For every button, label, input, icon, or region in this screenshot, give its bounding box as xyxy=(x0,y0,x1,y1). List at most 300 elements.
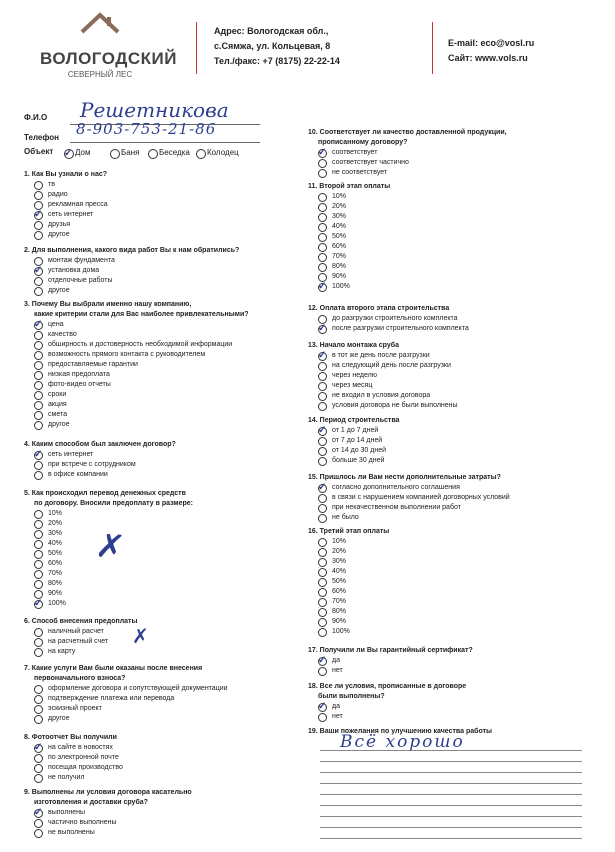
answer-option-label: эскизный проект xyxy=(48,705,102,712)
object-option-label: Баня xyxy=(121,148,140,157)
radio-circle-icon[interactable] xyxy=(148,149,158,159)
answer-option[interactable] xyxy=(318,324,469,334)
radio-circle-icon[interactable] xyxy=(34,287,43,296)
answer-option[interactable] xyxy=(34,350,249,360)
answer-option-label: акция xyxy=(48,401,67,408)
question-block xyxy=(308,304,469,334)
answer-option[interactable] xyxy=(318,391,458,401)
wish-line xyxy=(320,838,582,839)
answer-option-label: 50% xyxy=(48,550,63,557)
answer-option[interactable] xyxy=(318,577,389,587)
answer-option-label: 30% xyxy=(332,558,347,565)
answer-option-label: от 7 до 14 дней xyxy=(332,437,383,444)
fio-label: Ф.И.О xyxy=(24,113,48,122)
answer-option-label: 100% xyxy=(48,600,66,607)
answer-option[interactable] xyxy=(318,656,473,666)
wish-line xyxy=(320,794,582,795)
answer-option-label: не соответствует xyxy=(332,169,388,176)
answer-option[interactable] xyxy=(318,212,390,222)
answer-option[interactable] xyxy=(34,320,249,330)
radio-circle-icon[interactable] xyxy=(34,715,43,724)
radio-circle-icon[interactable] xyxy=(34,471,43,480)
check-mark-icon: ✓ xyxy=(34,742,43,753)
radio-circle-icon[interactable] xyxy=(318,203,327,212)
radio-circle-icon[interactable] xyxy=(34,754,43,763)
answer-option[interactable] xyxy=(34,230,108,240)
radio-circle-icon[interactable] xyxy=(318,233,327,242)
check-mark-icon: ✓ xyxy=(318,281,327,292)
answer-option[interactable] xyxy=(318,493,510,503)
radio-circle-icon[interactable] xyxy=(318,447,327,456)
radio-circle-icon[interactable] xyxy=(318,159,327,168)
answer-option-label: 80% xyxy=(48,580,63,587)
radio-circle-icon[interactable] xyxy=(318,392,327,401)
radio-circle-icon[interactable] xyxy=(34,411,43,420)
check-mark-icon: ✓ xyxy=(318,655,327,666)
radio-circle-icon[interactable] xyxy=(318,484,327,493)
answer-option-label: больше 30 дней xyxy=(332,457,385,464)
answer-option[interactable] xyxy=(34,599,193,609)
answer-option[interactable] xyxy=(318,426,399,436)
answer-option-label: при некачественном выполнении работ xyxy=(332,504,461,511)
check-mark-icon: ✓ xyxy=(318,425,327,436)
answer-option-label: другое xyxy=(48,287,70,294)
answer-option[interactable] xyxy=(318,702,466,712)
answer-option[interactable] xyxy=(34,647,137,657)
radio-circle-icon[interactable] xyxy=(318,243,327,252)
check-mark-icon: ✓ xyxy=(34,807,43,818)
radio-circle-icon[interactable] xyxy=(34,580,43,589)
object-label: Объект xyxy=(24,147,54,156)
radio-circle-icon[interactable] xyxy=(318,169,327,178)
radio-circle-icon[interactable] xyxy=(34,391,43,400)
answer-option-label: подтверждение платежа или перевода xyxy=(48,695,175,702)
answer-option-label: радио xyxy=(48,191,68,198)
answer-option-label: 40% xyxy=(332,568,347,575)
answer-option[interactable] xyxy=(34,450,176,460)
answer-option[interactable] xyxy=(34,380,249,390)
answer-option[interactable] xyxy=(34,579,193,589)
answer-option[interactable] xyxy=(318,597,389,607)
wish-line xyxy=(320,772,582,773)
answer-option[interactable] xyxy=(318,361,458,371)
answer-option-label: 100% xyxy=(332,283,350,290)
question-block xyxy=(24,170,108,240)
radio-circle-icon[interactable] xyxy=(34,381,43,390)
answer-option[interactable] xyxy=(34,340,249,350)
radio-circle-icon[interactable] xyxy=(34,267,43,276)
radio-circle-icon[interactable] xyxy=(34,628,43,637)
answer-option-label: через неделю xyxy=(332,372,378,379)
answer-option[interactable] xyxy=(318,537,389,547)
radio-circle-icon[interactable] xyxy=(34,638,43,647)
site-line: Сайт: www.vols.ru xyxy=(448,53,528,63)
radio-circle-icon[interactable] xyxy=(34,321,43,330)
question-block xyxy=(24,664,228,724)
answer-option[interactable] xyxy=(318,232,390,242)
radio-circle-icon[interactable] xyxy=(318,494,327,503)
question-title: 14. Период строительства xyxy=(308,417,400,424)
radio-circle-icon[interactable] xyxy=(34,221,43,230)
answer-option-label: 50% xyxy=(332,578,347,585)
answer-option-label: 20% xyxy=(48,520,63,527)
answer-option[interactable] xyxy=(34,210,108,220)
radio-circle-icon[interactable] xyxy=(318,558,327,567)
answer-option[interactable] xyxy=(34,190,108,200)
answer-option[interactable] xyxy=(34,714,228,724)
radio-circle-icon[interactable] xyxy=(318,362,327,371)
radio-circle-icon[interactable] xyxy=(318,628,327,637)
answer-option[interactable] xyxy=(34,627,137,637)
answer-option[interactable] xyxy=(34,818,192,828)
fio-value[interactable]: Решетникова xyxy=(80,98,229,122)
answer-option[interactable] xyxy=(318,456,399,466)
answer-option-label: после разгрузки строительного комплекта xyxy=(332,325,469,332)
radio-circle-icon[interactable] xyxy=(110,149,120,159)
radio-circle-icon[interactable] xyxy=(318,548,327,557)
question-title: прописанному договору? xyxy=(318,139,408,146)
answer-option-label: цена xyxy=(48,321,64,328)
answer-option-label: сеть интернет xyxy=(48,211,94,218)
answer-option-label: сеть интернет xyxy=(48,451,94,458)
answer-option-label: качество xyxy=(48,331,77,338)
radio-circle-icon[interactable] xyxy=(318,538,327,547)
answer-option[interactable] xyxy=(318,202,390,212)
check-mark-icon: ✓ xyxy=(318,147,327,158)
answer-option[interactable] xyxy=(34,470,176,480)
answer-option-label: предоставляемые гарантии xyxy=(48,361,138,368)
answer-option-label: смета xyxy=(48,411,67,418)
answer-option[interactable] xyxy=(34,286,239,296)
question-title: 18. Все ли условия, прописанные в договоре xyxy=(308,683,467,690)
answer-option-label: 50% xyxy=(332,233,347,240)
radio-circle-icon[interactable] xyxy=(34,705,43,714)
answer-option[interactable] xyxy=(318,567,389,577)
question-block xyxy=(24,440,176,480)
radio-circle-icon[interactable] xyxy=(34,809,43,818)
radio-circle-icon[interactable] xyxy=(34,331,43,340)
radio-circle-icon[interactable] xyxy=(34,231,43,240)
radio-circle-icon[interactable] xyxy=(318,352,327,361)
radio-circle-icon[interactable] xyxy=(318,713,327,722)
answer-option[interactable] xyxy=(34,410,249,420)
radio-circle-icon[interactable] xyxy=(318,578,327,587)
company-contacts xyxy=(448,36,534,66)
answer-option-label: на карту xyxy=(48,648,76,655)
radio-circle-icon[interactable] xyxy=(318,667,327,676)
radio-circle-icon[interactable] xyxy=(34,510,43,519)
brand-name: ВОЛОГОДСКИЙ xyxy=(40,49,177,68)
radio-circle-icon[interactable] xyxy=(318,608,327,617)
radio-circle-icon[interactable] xyxy=(34,401,43,410)
radio-circle-icon[interactable] xyxy=(318,213,327,222)
answer-option[interactable] xyxy=(318,242,390,252)
answer-option[interactable] xyxy=(318,381,458,391)
radio-circle-icon[interactable] xyxy=(34,570,43,579)
answer-option[interactable] xyxy=(318,627,389,637)
radio-circle-icon[interactable] xyxy=(34,181,43,190)
answer-option[interactable] xyxy=(318,712,466,722)
answer-option[interactable] xyxy=(318,148,507,158)
answer-option[interactable] xyxy=(318,401,458,411)
radio-circle-icon[interactable] xyxy=(318,193,327,202)
answer-option-label: согласно дополнительного соглашения xyxy=(332,484,460,491)
answer-option[interactable] xyxy=(34,773,123,783)
check-mark-icon: ✓ xyxy=(34,449,43,460)
answer-option-label: 70% xyxy=(332,253,347,260)
answer-option-label: не получил xyxy=(48,774,85,781)
question-title: изготовления и доставки сруба? xyxy=(34,799,148,806)
question-block xyxy=(308,128,507,178)
wish-text[interactable]: Всё хорошо xyxy=(340,732,465,752)
answer-option[interactable] xyxy=(318,666,473,676)
answer-option-label: 80% xyxy=(332,263,347,270)
answer-option-label: при встрече с сотрудником xyxy=(48,461,136,468)
answer-option[interactable] xyxy=(34,276,239,286)
answer-option-label: посещая производство xyxy=(48,764,123,771)
radio-circle-icon[interactable] xyxy=(318,457,327,466)
radio-circle-icon[interactable] xyxy=(34,520,43,529)
answer-option[interactable] xyxy=(318,436,399,446)
object-option[interactable] xyxy=(148,148,190,157)
radio-circle-icon[interactable] xyxy=(318,618,327,627)
radio-circle-icon[interactable] xyxy=(318,372,327,381)
answer-option[interactable] xyxy=(34,637,137,647)
radio-circle-icon[interactable] xyxy=(318,427,327,436)
radio-circle-icon[interactable] xyxy=(34,744,43,753)
radio-circle-icon[interactable] xyxy=(34,829,43,838)
answer-option[interactable] xyxy=(318,557,389,567)
radio-circle-icon[interactable] xyxy=(318,437,327,446)
answer-option-label: наличный расчет xyxy=(48,628,104,635)
answer-option[interactable] xyxy=(318,483,510,493)
answer-option[interactable] xyxy=(34,704,228,714)
answer-option-label: соответствует xyxy=(332,149,378,156)
check-mark-icon: ✓ xyxy=(34,319,43,330)
question-title: 13. Начало монтажа сруба xyxy=(308,342,399,349)
answer-option[interactable] xyxy=(34,460,176,470)
radio-circle-icon[interactable] xyxy=(318,703,327,712)
wish-line xyxy=(320,816,582,817)
radio-circle-icon[interactable] xyxy=(34,550,43,559)
answer-option[interactable] xyxy=(34,808,192,818)
answer-option[interactable] xyxy=(34,569,193,579)
question-title: 3. Почему Вы выбрали именно нашу компанию, xyxy=(24,301,192,308)
answer-option[interactable] xyxy=(318,587,389,597)
object-option[interactable] xyxy=(64,148,90,157)
answer-option[interactable] xyxy=(34,256,239,266)
question-title: по договору. Вносили предоплату в размере: xyxy=(34,500,193,507)
answer-option-label: оформление договора и сопутствующей документации xyxy=(48,685,228,692)
radio-circle-icon[interactable] xyxy=(34,191,43,200)
answer-option[interactable] xyxy=(34,420,249,430)
question-title: 6. Способ внесения предоплаты xyxy=(24,618,138,625)
brand-subtitle: СЕВЕРНЫЙ ЛЕС xyxy=(67,70,133,79)
radio-circle-icon[interactable] xyxy=(34,648,43,657)
answer-option-label: на расчетный счет xyxy=(48,638,109,645)
answer-option[interactable] xyxy=(34,330,249,340)
question-title: 9. Выполнены ли условия договора касательно xyxy=(24,789,192,796)
answer-option[interactable] xyxy=(34,400,249,410)
radio-circle-icon[interactable] xyxy=(34,695,43,704)
answer-option-label: 10% xyxy=(48,510,63,517)
object-option[interactable] xyxy=(110,148,139,157)
answer-option[interactable] xyxy=(34,220,108,230)
radio-circle-icon[interactable] xyxy=(34,530,43,539)
answer-option[interactable] xyxy=(318,168,507,178)
answer-option[interactable] xyxy=(318,446,399,456)
object-option[interactable] xyxy=(196,148,239,157)
answer-option[interactable] xyxy=(318,547,389,557)
answer-option[interactable] xyxy=(34,589,193,599)
radio-circle-icon[interactable] xyxy=(318,598,327,607)
answer-option[interactable] xyxy=(34,200,108,210)
radio-circle-icon[interactable] xyxy=(318,253,327,262)
answer-option[interactable] xyxy=(318,314,469,324)
answer-option[interactable] xyxy=(318,351,458,361)
answer-option-label: обширность и достоверность необходимой информации xyxy=(48,341,233,348)
radio-circle-icon[interactable] xyxy=(318,283,327,292)
answer-option[interactable] xyxy=(34,509,193,519)
answer-option-label: да xyxy=(332,703,340,710)
radio-circle-icon[interactable] xyxy=(34,371,43,380)
address-line-1: Адрес: Вологодская обл., xyxy=(214,26,329,36)
radio-circle-icon[interactable] xyxy=(34,461,43,470)
phone-label: Телефон xyxy=(24,133,59,142)
handwritten-cross-mark: ✗ xyxy=(132,624,149,648)
handwritten-cross-mark: ✗ xyxy=(93,525,128,569)
radio-circle-icon[interactable] xyxy=(318,263,327,272)
question-block xyxy=(308,682,466,722)
check-mark-icon: ✓ xyxy=(318,350,327,361)
question-block xyxy=(308,527,389,637)
radio-circle-icon[interactable] xyxy=(34,211,43,220)
answer-option[interactable] xyxy=(318,158,507,168)
answer-option-label: другое xyxy=(48,231,70,238)
radio-circle-icon[interactable] xyxy=(318,504,327,513)
radio-circle-icon[interactable] xyxy=(34,774,43,783)
answer-option-label: на следующий день после разгрузки xyxy=(332,362,451,369)
answer-option-label: не выполнены xyxy=(48,829,95,836)
radio-circle-icon[interactable] xyxy=(64,149,74,159)
answer-option[interactable] xyxy=(34,684,228,694)
question-block xyxy=(308,341,458,411)
answer-option-label: по электронной почте xyxy=(48,754,119,761)
phone-value[interactable]: 8-903-753-21-86 xyxy=(76,120,217,138)
radio-circle-icon[interactable] xyxy=(34,540,43,549)
question-block xyxy=(308,416,399,466)
answer-option[interactable] xyxy=(318,282,390,292)
answer-option[interactable] xyxy=(318,192,390,202)
question-title: 17. Получили ли Вы гарантийный сертификат? xyxy=(308,647,473,654)
radio-circle-icon[interactable] xyxy=(34,451,43,460)
answer-option-label: нет xyxy=(332,667,343,674)
company-logo xyxy=(40,12,177,79)
answer-option-label: на сайте в новостях xyxy=(48,744,113,751)
answer-option-label: в связи с нарушением компанией договорных условий xyxy=(332,494,510,501)
question-title: какие критерии стали для Вас наиболее привлекательными? xyxy=(34,311,249,318)
answer-option-label: 70% xyxy=(48,570,63,577)
radio-circle-icon[interactable] xyxy=(34,341,43,350)
radio-circle-icon[interactable] xyxy=(318,514,327,523)
answer-option[interactable] xyxy=(318,272,390,282)
radio-circle-icon[interactable] xyxy=(34,560,43,569)
radio-circle-icon[interactable] xyxy=(34,685,43,694)
check-mark-icon: ✓ xyxy=(64,148,73,159)
radio-circle-icon[interactable] xyxy=(34,764,43,773)
answer-option[interactable] xyxy=(34,694,228,704)
answer-option-label: выполнены xyxy=(48,809,86,816)
answer-option-label: 40% xyxy=(48,540,63,547)
check-mark-icon: ✓ xyxy=(34,598,43,609)
answer-option-label: 30% xyxy=(332,213,347,220)
answer-option-label: 20% xyxy=(332,548,347,555)
check-mark-icon: ✓ xyxy=(318,701,327,712)
answer-option[interactable] xyxy=(318,617,389,627)
answer-option[interactable] xyxy=(34,743,123,753)
radio-circle-icon[interactable] xyxy=(318,657,327,666)
radio-circle-icon[interactable] xyxy=(34,600,43,609)
company-address xyxy=(214,24,340,69)
answer-option[interactable] xyxy=(318,371,458,381)
answer-option[interactable] xyxy=(318,252,390,262)
answer-option[interactable] xyxy=(318,222,390,232)
wish-line xyxy=(320,827,582,828)
answer-option[interactable] xyxy=(318,607,389,617)
radio-circle-icon[interactable] xyxy=(34,421,43,430)
answer-option-label: через месяц xyxy=(332,382,373,389)
answer-option[interactable] xyxy=(318,513,510,523)
answer-option-label: фото-видео отчеты xyxy=(48,381,111,388)
answer-option[interactable] xyxy=(34,390,249,400)
phone-line: Тел./факс: +7 (8175) 22-22-14 xyxy=(214,56,340,66)
radio-circle-icon[interactable] xyxy=(318,325,327,334)
email-line: E-mail: eco@vosl.ru xyxy=(448,38,535,48)
answer-option-label: другое xyxy=(48,421,70,428)
radio-circle-icon[interactable] xyxy=(318,382,327,391)
answer-option-label: монтаж фундамента xyxy=(48,257,115,264)
radio-circle-icon[interactable] xyxy=(34,351,43,360)
answer-option-label: 90% xyxy=(332,618,347,625)
answer-option[interactable] xyxy=(34,180,108,190)
radio-circle-icon[interactable] xyxy=(34,819,43,828)
answer-option[interactable] xyxy=(34,828,192,838)
radio-circle-icon[interactable] xyxy=(196,149,206,159)
answer-option[interactable] xyxy=(34,360,249,370)
answer-option-label: сроки xyxy=(48,391,67,398)
radio-circle-icon[interactable] xyxy=(34,361,43,370)
address-line-2: с.Сямжа, ул. Кольцевая, 8 xyxy=(214,41,331,51)
radio-circle-icon[interactable] xyxy=(318,223,327,232)
answer-option[interactable] xyxy=(318,503,510,513)
radio-circle-icon[interactable] xyxy=(318,568,327,577)
question-block xyxy=(24,246,239,296)
answer-option[interactable] xyxy=(34,370,249,380)
answer-option[interactable] xyxy=(34,763,123,773)
radio-circle-icon[interactable] xyxy=(318,149,327,158)
radio-circle-icon[interactable] xyxy=(34,277,43,286)
check-mark-icon: ✓ xyxy=(318,482,327,493)
answer-option[interactable] xyxy=(318,262,390,272)
answer-option-label: нет xyxy=(332,713,343,720)
answer-option[interactable] xyxy=(34,753,123,763)
header-divider xyxy=(432,22,433,74)
radio-circle-icon[interactable] xyxy=(318,588,327,597)
answer-option[interactable] xyxy=(34,266,239,276)
radio-circle-icon[interactable] xyxy=(318,402,327,411)
answer-option-label: условия договора не были выполнены xyxy=(332,402,458,409)
question-title: 1. Как Вы узнали о нас? xyxy=(24,171,108,178)
